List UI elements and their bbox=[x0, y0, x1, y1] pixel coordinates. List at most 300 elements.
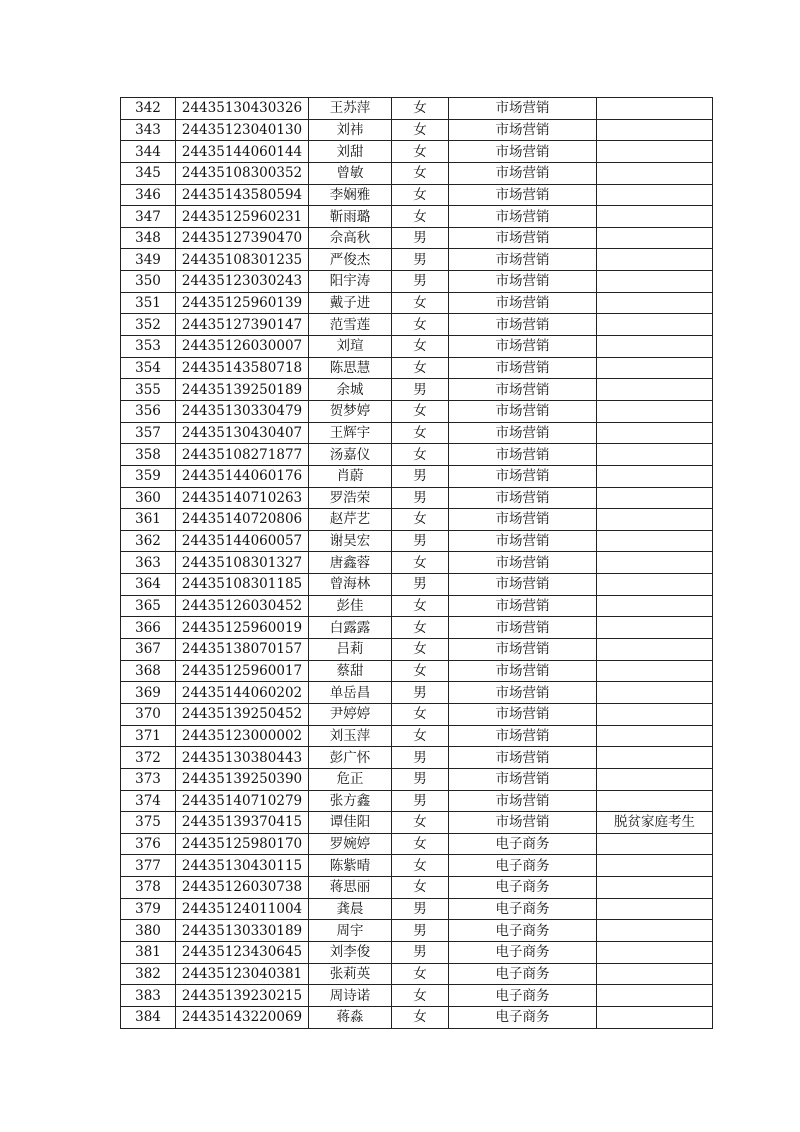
candidate-id-cell: 24435123040381 bbox=[176, 963, 309, 985]
gender-cell: 女 bbox=[392, 703, 449, 725]
student-name-cell: 余城 bbox=[309, 379, 392, 401]
student-name-cell: 彭佳 bbox=[309, 595, 392, 617]
remark-cell bbox=[597, 292, 713, 314]
remark-cell bbox=[597, 898, 713, 920]
student-name-cell: 刘祎 bbox=[309, 119, 392, 141]
major-cell: 市场营销 bbox=[449, 444, 597, 466]
gender-cell: 男 bbox=[392, 379, 449, 401]
table-row bbox=[121, 357, 713, 379]
remark-cell bbox=[597, 509, 713, 531]
row-number-cell: 376 bbox=[121, 833, 176, 855]
student-name-cell: 刘瑄 bbox=[309, 336, 392, 358]
row-number-cell: 372 bbox=[121, 747, 176, 769]
remark-cell bbox=[597, 487, 713, 509]
gender-cell: 女 bbox=[392, 314, 449, 336]
row-number-cell: 373 bbox=[121, 768, 176, 790]
student-name-cell: 尹婷婷 bbox=[309, 703, 392, 725]
candidate-id-cell: 24435123430645 bbox=[176, 941, 309, 963]
candidate-id-cell: 24435108301185 bbox=[176, 574, 309, 596]
student-name-cell: 白露露 bbox=[309, 617, 392, 639]
major-cell: 电子商务 bbox=[449, 877, 597, 899]
student-name-cell: 周宇 bbox=[309, 920, 392, 942]
gender-cell: 女 bbox=[392, 119, 449, 141]
candidate-id-cell: 24435144060176 bbox=[176, 465, 309, 487]
candidate-id-cell: 24435130430407 bbox=[176, 422, 309, 444]
student-name-cell: 罗婉婷 bbox=[309, 833, 392, 855]
row-number-cell: 351 bbox=[121, 292, 176, 314]
table-row bbox=[121, 336, 713, 358]
table-row bbox=[121, 552, 713, 574]
gender-cell: 女 bbox=[392, 141, 449, 163]
major-cell: 市场营销 bbox=[449, 400, 597, 422]
student-name-cell: 刘李俊 bbox=[309, 941, 392, 963]
student-name-cell: 曾海林 bbox=[309, 574, 392, 596]
gender-cell: 女 bbox=[392, 855, 449, 877]
row-number-cell: 378 bbox=[121, 877, 176, 899]
gender-cell: 男 bbox=[392, 271, 449, 293]
gender-cell: 女 bbox=[392, 595, 449, 617]
candidate-id-cell: 24435130330189 bbox=[176, 920, 309, 942]
remark-cell bbox=[597, 400, 713, 422]
remark-cell bbox=[597, 747, 713, 769]
major-cell: 市场营销 bbox=[449, 574, 597, 596]
row-number-cell: 381 bbox=[121, 941, 176, 963]
major-cell: 电子商务 bbox=[449, 833, 597, 855]
row-number-cell: 382 bbox=[121, 963, 176, 985]
row-number-cell: 355 bbox=[121, 379, 176, 401]
row-number-cell: 346 bbox=[121, 184, 176, 206]
remark-cell bbox=[597, 249, 713, 271]
gender-cell: 男 bbox=[392, 682, 449, 704]
remark-cell bbox=[597, 422, 713, 444]
row-number-cell: 361 bbox=[121, 509, 176, 531]
gender-cell: 男 bbox=[392, 768, 449, 790]
candidate-id-cell: 24435140710279 bbox=[176, 790, 309, 812]
major-cell: 电子商务 bbox=[449, 920, 597, 942]
gender-cell: 女 bbox=[392, 985, 449, 1007]
row-number-cell: 360 bbox=[121, 487, 176, 509]
gender-cell: 女 bbox=[392, 184, 449, 206]
table-row bbox=[121, 920, 713, 942]
row-number-cell: 369 bbox=[121, 682, 176, 704]
gender-cell: 男 bbox=[392, 747, 449, 769]
gender-cell: 女 bbox=[392, 812, 449, 834]
major-cell: 市场营销 bbox=[449, 336, 597, 358]
candidate-id-cell: 24435125980170 bbox=[176, 833, 309, 855]
table-row bbox=[121, 660, 713, 682]
table-row bbox=[121, 292, 713, 314]
major-cell: 市场营销 bbox=[449, 552, 597, 574]
student-name-cell: 汤嘉仪 bbox=[309, 444, 392, 466]
gender-cell: 男 bbox=[392, 920, 449, 942]
table-row bbox=[121, 162, 713, 184]
candidate-id-cell: 24435139230215 bbox=[176, 985, 309, 1007]
gender-cell: 男 bbox=[392, 574, 449, 596]
gender-cell: 男 bbox=[392, 227, 449, 249]
student-name-cell: 严俊杰 bbox=[309, 249, 392, 271]
major-cell: 市场营销 bbox=[449, 98, 597, 120]
remark-cell bbox=[597, 357, 713, 379]
candidate-id-cell: 24435130330479 bbox=[176, 400, 309, 422]
candidate-id-cell: 24435124011004 bbox=[176, 898, 309, 920]
row-number-cell: 345 bbox=[121, 162, 176, 184]
major-cell: 市场营销 bbox=[449, 703, 597, 725]
student-name-cell: 张方鑫 bbox=[309, 790, 392, 812]
row-number-cell: 370 bbox=[121, 703, 176, 725]
row-number-cell: 362 bbox=[121, 530, 176, 552]
candidate-id-cell: 24435108301327 bbox=[176, 552, 309, 574]
gender-cell: 女 bbox=[392, 617, 449, 639]
row-number-cell: 375 bbox=[121, 812, 176, 834]
row-number-cell: 368 bbox=[121, 660, 176, 682]
major-cell: 市场营销 bbox=[449, 812, 597, 834]
row-number-cell: 353 bbox=[121, 336, 176, 358]
remark-cell bbox=[597, 465, 713, 487]
remark-cell bbox=[597, 227, 713, 249]
table-row bbox=[121, 509, 713, 531]
remark-cell bbox=[597, 963, 713, 985]
student-name-cell: 贺梦婷 bbox=[309, 400, 392, 422]
major-cell: 市场营销 bbox=[449, 595, 597, 617]
row-number-cell: 366 bbox=[121, 617, 176, 639]
student-list-table bbox=[120, 97, 713, 1029]
remark-cell bbox=[597, 855, 713, 877]
gender-cell: 男 bbox=[392, 530, 449, 552]
candidate-id-cell: 24435123040130 bbox=[176, 119, 309, 141]
gender-cell: 女 bbox=[392, 292, 449, 314]
student-name-cell: 龚晨 bbox=[309, 898, 392, 920]
table-row bbox=[121, 98, 713, 120]
table-row bbox=[121, 465, 713, 487]
remark-cell bbox=[597, 617, 713, 639]
table-row bbox=[121, 703, 713, 725]
candidate-id-cell: 24435108300352 bbox=[176, 162, 309, 184]
row-number-cell: 380 bbox=[121, 920, 176, 942]
candidate-id-cell: 24435139370415 bbox=[176, 812, 309, 834]
student-name-cell: 单岳昌 bbox=[309, 682, 392, 704]
gender-cell: 女 bbox=[392, 444, 449, 466]
remark-cell bbox=[597, 1006, 713, 1028]
table-row bbox=[121, 877, 713, 899]
gender-cell: 女 bbox=[392, 1006, 449, 1028]
row-number-cell: 371 bbox=[121, 725, 176, 747]
table-row bbox=[121, 833, 713, 855]
student-name-cell: 阳宇涛 bbox=[309, 271, 392, 293]
gender-cell: 男 bbox=[392, 941, 449, 963]
gender-cell: 女 bbox=[392, 336, 449, 358]
table-row bbox=[121, 119, 713, 141]
row-number-cell: 383 bbox=[121, 985, 176, 1007]
table-row bbox=[121, 768, 713, 790]
row-number-cell: 364 bbox=[121, 574, 176, 596]
student-name-cell: 佘高秋 bbox=[309, 227, 392, 249]
gender-cell: 女 bbox=[392, 422, 449, 444]
gender-cell: 男 bbox=[392, 790, 449, 812]
remark-cell bbox=[597, 184, 713, 206]
row-number-cell: 365 bbox=[121, 595, 176, 617]
row-number-cell: 363 bbox=[121, 552, 176, 574]
table-row bbox=[121, 855, 713, 877]
gender-cell: 女 bbox=[392, 206, 449, 228]
gender-cell: 女 bbox=[392, 877, 449, 899]
remark-cell bbox=[597, 703, 713, 725]
row-number-cell: 352 bbox=[121, 314, 176, 336]
table-row bbox=[121, 184, 713, 206]
major-cell: 市场营销 bbox=[449, 162, 597, 184]
table-row bbox=[121, 725, 713, 747]
remark-cell bbox=[597, 833, 713, 855]
student-name-cell: 张莉英 bbox=[309, 963, 392, 985]
row-number-cell: 343 bbox=[121, 119, 176, 141]
student-name-cell: 罗浩荣 bbox=[309, 487, 392, 509]
gender-cell: 女 bbox=[392, 660, 449, 682]
candidate-id-cell: 24435108271877 bbox=[176, 444, 309, 466]
gender-cell: 女 bbox=[392, 509, 449, 531]
remark-cell bbox=[597, 162, 713, 184]
student-name-cell: 蒋淼 bbox=[309, 1006, 392, 1028]
gender-cell: 女 bbox=[392, 963, 449, 985]
major-cell: 电子商务 bbox=[449, 1006, 597, 1028]
candidate-id-cell: 24435144060144 bbox=[176, 141, 309, 163]
major-cell: 市场营销 bbox=[449, 227, 597, 249]
table-row bbox=[121, 898, 713, 920]
candidate-id-cell: 24435139250189 bbox=[176, 379, 309, 401]
student-name-cell: 刘甜 bbox=[309, 141, 392, 163]
candidate-id-cell: 24435143220069 bbox=[176, 1006, 309, 1028]
remark-cell bbox=[597, 790, 713, 812]
candidate-id-cell: 24435143580594 bbox=[176, 184, 309, 206]
table-row bbox=[121, 206, 713, 228]
gender-cell: 女 bbox=[392, 98, 449, 120]
table-row bbox=[121, 963, 713, 985]
candidate-id-cell: 24435125960139 bbox=[176, 292, 309, 314]
gender-cell: 男 bbox=[392, 487, 449, 509]
candidate-id-cell: 24435140710263 bbox=[176, 487, 309, 509]
table-row bbox=[121, 682, 713, 704]
remark-cell bbox=[597, 595, 713, 617]
remark-cell bbox=[597, 941, 713, 963]
major-cell: 市场营销 bbox=[449, 119, 597, 141]
student-name-cell: 蒋思丽 bbox=[309, 877, 392, 899]
row-number-cell: 379 bbox=[121, 898, 176, 920]
major-cell: 市场营销 bbox=[449, 530, 597, 552]
remark-cell bbox=[597, 660, 713, 682]
gender-cell: 女 bbox=[392, 400, 449, 422]
candidate-id-cell: 24435140720806 bbox=[176, 509, 309, 531]
table-row bbox=[121, 985, 713, 1007]
major-cell: 市场营销 bbox=[449, 357, 597, 379]
table-row bbox=[121, 227, 713, 249]
student-name-cell: 吕莉 bbox=[309, 639, 392, 661]
candidate-id-cell: 24435123000002 bbox=[176, 725, 309, 747]
candidate-id-cell: 24435108301235 bbox=[176, 249, 309, 271]
student-name-cell: 肖蔚 bbox=[309, 465, 392, 487]
remark-cell bbox=[597, 444, 713, 466]
row-number-cell: 357 bbox=[121, 422, 176, 444]
row-number-cell: 349 bbox=[121, 249, 176, 271]
table-row bbox=[121, 1006, 713, 1028]
student-name-cell: 谭佳阳 bbox=[309, 812, 392, 834]
candidate-id-cell: 24435126030738 bbox=[176, 877, 309, 899]
remark-cell: 脱贫家庭考生 bbox=[597, 812, 713, 834]
student-name-cell: 陈思慧 bbox=[309, 357, 392, 379]
candidate-id-cell: 24435138070157 bbox=[176, 639, 309, 661]
student-name-cell: 曾敏 bbox=[309, 162, 392, 184]
student-name-cell: 范雪莲 bbox=[309, 314, 392, 336]
candidate-id-cell: 24435130430326 bbox=[176, 98, 309, 120]
major-cell: 市场营销 bbox=[449, 682, 597, 704]
table-row bbox=[121, 812, 713, 834]
major-cell: 电子商务 bbox=[449, 898, 597, 920]
table-row bbox=[121, 271, 713, 293]
major-cell: 市场营销 bbox=[449, 249, 597, 271]
table-row bbox=[121, 941, 713, 963]
major-cell: 市场营销 bbox=[449, 487, 597, 509]
table-row bbox=[121, 617, 713, 639]
major-cell: 市场营销 bbox=[449, 292, 597, 314]
gender-cell: 女 bbox=[392, 725, 449, 747]
major-cell: 电子商务 bbox=[449, 985, 597, 1007]
major-cell: 市场营销 bbox=[449, 509, 597, 531]
table-row bbox=[121, 790, 713, 812]
major-cell: 市场营销 bbox=[449, 271, 597, 293]
table-row bbox=[121, 487, 713, 509]
remark-cell bbox=[597, 768, 713, 790]
major-cell: 市场营销 bbox=[449, 314, 597, 336]
remark-cell bbox=[597, 552, 713, 574]
remark-cell bbox=[597, 98, 713, 120]
student-name-cell: 危正 bbox=[309, 768, 392, 790]
table-row bbox=[121, 141, 713, 163]
remark-cell bbox=[597, 206, 713, 228]
major-cell: 市场营销 bbox=[449, 790, 597, 812]
major-cell: 市场营销 bbox=[449, 465, 597, 487]
row-number-cell: 384 bbox=[121, 1006, 176, 1028]
table-row bbox=[121, 314, 713, 336]
candidate-id-cell: 24435139250452 bbox=[176, 703, 309, 725]
row-number-cell: 358 bbox=[121, 444, 176, 466]
remark-cell bbox=[597, 379, 713, 401]
major-cell: 电子商务 bbox=[449, 963, 597, 985]
row-number-cell: 342 bbox=[121, 98, 176, 120]
gender-cell: 女 bbox=[392, 162, 449, 184]
major-cell: 市场营销 bbox=[449, 768, 597, 790]
candidate-id-cell: 24435125960017 bbox=[176, 660, 309, 682]
row-number-cell: 367 bbox=[121, 639, 176, 661]
table-row bbox=[121, 379, 713, 401]
remark-cell bbox=[597, 271, 713, 293]
table-row bbox=[121, 530, 713, 552]
student-name-cell: 赵芹艺 bbox=[309, 509, 392, 531]
candidate-id-cell: 24435144060202 bbox=[176, 682, 309, 704]
remark-cell bbox=[597, 639, 713, 661]
candidate-id-cell: 24435139250390 bbox=[176, 768, 309, 790]
student-name-cell: 蔡甜 bbox=[309, 660, 392, 682]
major-cell: 市场营销 bbox=[449, 660, 597, 682]
row-number-cell: 350 bbox=[121, 271, 176, 293]
table-row bbox=[121, 595, 713, 617]
table-row bbox=[121, 422, 713, 444]
row-number-cell: 348 bbox=[121, 227, 176, 249]
remark-cell bbox=[597, 725, 713, 747]
candidate-id-cell: 24435143580718 bbox=[176, 357, 309, 379]
major-cell: 市场营销 bbox=[449, 639, 597, 661]
gender-cell: 男 bbox=[392, 249, 449, 271]
candidate-id-cell: 24435130430115 bbox=[176, 855, 309, 877]
student-name-cell: 王辉宇 bbox=[309, 422, 392, 444]
student-name-cell: 彭广怀 bbox=[309, 747, 392, 769]
row-number-cell: 344 bbox=[121, 141, 176, 163]
student-name-cell: 谢昊宏 bbox=[309, 530, 392, 552]
major-cell: 市场营销 bbox=[449, 617, 597, 639]
major-cell: 市场营销 bbox=[449, 725, 597, 747]
student-name-cell: 刘玉萍 bbox=[309, 725, 392, 747]
table-body bbox=[121, 98, 713, 1029]
candidate-id-cell: 24435126030452 bbox=[176, 595, 309, 617]
row-number-cell: 356 bbox=[121, 400, 176, 422]
gender-cell: 男 bbox=[392, 898, 449, 920]
major-cell: 市场营销 bbox=[449, 184, 597, 206]
table-row bbox=[121, 249, 713, 271]
gender-cell: 女 bbox=[392, 833, 449, 855]
student-name-cell: 周诗诺 bbox=[309, 985, 392, 1007]
remark-cell bbox=[597, 920, 713, 942]
table-row bbox=[121, 574, 713, 596]
gender-cell: 女 bbox=[392, 552, 449, 574]
remark-cell bbox=[597, 336, 713, 358]
major-cell: 市场营销 bbox=[449, 379, 597, 401]
row-number-cell: 354 bbox=[121, 357, 176, 379]
candidate-id-cell: 24435144060057 bbox=[176, 530, 309, 552]
table-row bbox=[121, 400, 713, 422]
candidate-id-cell: 24435127390147 bbox=[176, 314, 309, 336]
student-name-cell: 陈紫晴 bbox=[309, 855, 392, 877]
major-cell: 市场营销 bbox=[449, 206, 597, 228]
major-cell: 市场营销 bbox=[449, 747, 597, 769]
remark-cell bbox=[597, 682, 713, 704]
gender-cell: 男 bbox=[392, 465, 449, 487]
major-cell: 市场营销 bbox=[449, 141, 597, 163]
candidate-id-cell: 24435125960231 bbox=[176, 206, 309, 228]
row-number-cell: 359 bbox=[121, 465, 176, 487]
table-row bbox=[121, 639, 713, 661]
major-cell: 市场营销 bbox=[449, 422, 597, 444]
remark-cell bbox=[597, 574, 713, 596]
remark-cell bbox=[597, 530, 713, 552]
student-name-cell: 李娴雅 bbox=[309, 184, 392, 206]
row-number-cell: 374 bbox=[121, 790, 176, 812]
candidate-id-cell: 24435126030007 bbox=[176, 336, 309, 358]
remark-cell bbox=[597, 119, 713, 141]
remark-cell bbox=[597, 314, 713, 336]
table-row bbox=[121, 747, 713, 769]
candidate-id-cell: 24435123030243 bbox=[176, 271, 309, 293]
candidate-id-cell: 24435127390470 bbox=[176, 227, 309, 249]
candidate-id-cell: 24435130380443 bbox=[176, 747, 309, 769]
major-cell: 电子商务 bbox=[449, 941, 597, 963]
student-name-cell: 戴子进 bbox=[309, 292, 392, 314]
row-number-cell: 347 bbox=[121, 206, 176, 228]
remark-cell bbox=[597, 141, 713, 163]
student-name-cell: 唐鑫蓉 bbox=[309, 552, 392, 574]
remark-cell bbox=[597, 985, 713, 1007]
student-name-cell: 靳雨璐 bbox=[309, 206, 392, 228]
table-row bbox=[121, 444, 713, 466]
major-cell: 电子商务 bbox=[449, 855, 597, 877]
gender-cell: 女 bbox=[392, 639, 449, 661]
candidate-id-cell: 24435125960019 bbox=[176, 617, 309, 639]
gender-cell: 女 bbox=[392, 357, 449, 379]
